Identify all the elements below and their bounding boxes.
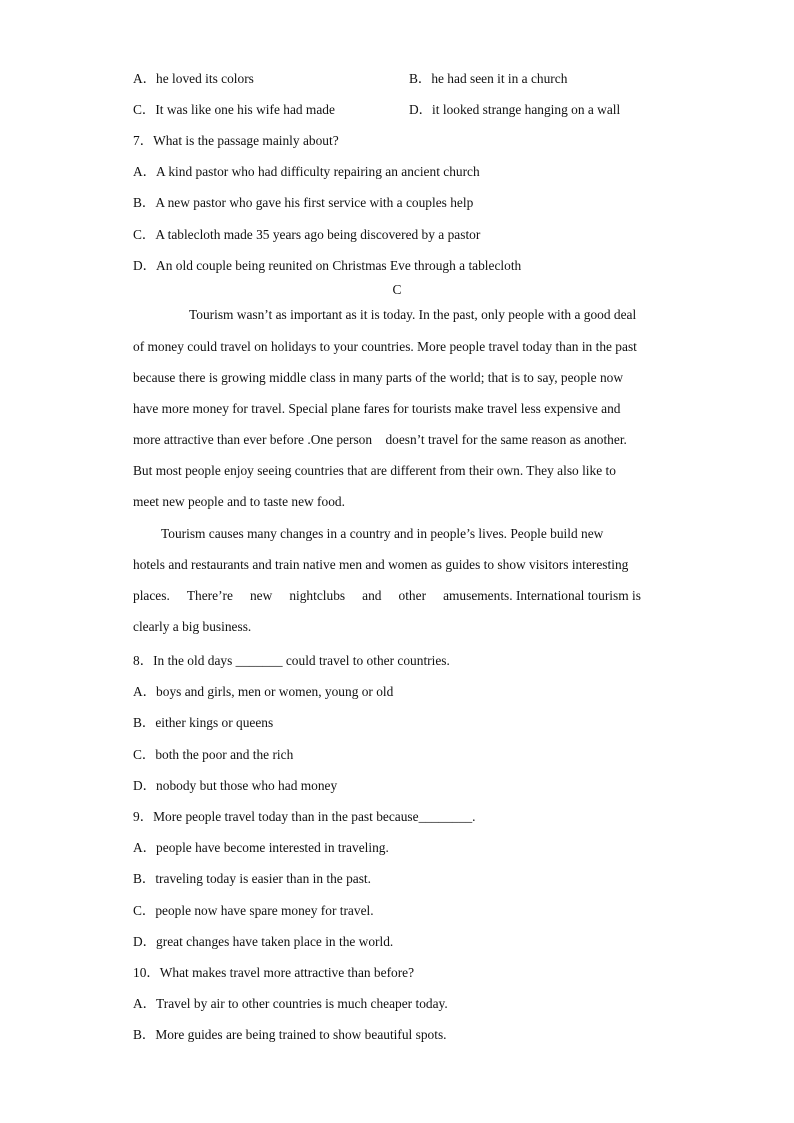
passage-word: and — [362, 588, 382, 603]
q10-option-b: B．More guides are being trained to show beautiful spots. — [133, 1027, 447, 1042]
passage-word: nightclubs — [289, 588, 346, 603]
q7-option-a: A．A kind pastor who had difficulty repairing an ancient church — [133, 164, 480, 179]
q9-option-b: B．traveling today is easier than in the past. — [133, 871, 371, 886]
passage-word: amusements. International tourism is — [443, 588, 641, 603]
passage-word: There’re — [186, 588, 233, 603]
passage-line: But most people enjoy seeing countries that are different from their own. They also like to — [133, 463, 616, 478]
q9-question: 9．More people travel today than in the past because________. — [133, 809, 476, 824]
q6-option-c: C．It was like one his wife had made — [133, 102, 335, 117]
passage-line: have more money for travel. Special plane fares for tourists make travel less expensive and — [133, 401, 621, 416]
q8-option-a: A．boys and girls, men or women, young or old — [133, 684, 394, 699]
passage-line-spaced — [133, 588, 641, 604]
passage-line: hotels and restaurants and train native men and women as guides to show visitors interesting — [133, 557, 629, 572]
q9-option-c: C．people now have spare money for travel. — [133, 903, 374, 918]
passage-word: other — [398, 588, 427, 603]
q7-option-b: B．A new pastor who gave his first service with a couples help — [133, 195, 474, 210]
q7-option-c: C．A tablecloth made 35 years ago being discovered by a pastor — [133, 227, 481, 242]
q7-option-d: D．An old couple being reunited on Christmas Eve through a tablecloth — [133, 258, 522, 273]
q6-option-a: A．he loved its colors — [133, 71, 254, 86]
passage-line: clearly a big business. — [133, 619, 252, 634]
passage-word: places. — [133, 588, 170, 603]
passage-line: because there is growing middle class in many parts of the world; that is to say, people now — [133, 370, 624, 385]
passage-word: new — [249, 588, 273, 603]
q8-question: 8．In the old days _______ could travel to other countries. — [133, 653, 450, 668]
q7-question: 7．What is the passage mainly about? — [133, 133, 339, 148]
q9-option-a: A．people have become interested in traveling. — [133, 840, 389, 855]
passage-line: meet new people and to taste new food. — [133, 494, 345, 509]
q6-option-d: D．it looked strange hanging on a wall — [409, 102, 621, 117]
q10-question: 10．What makes travel more attractive than before? — [133, 965, 415, 980]
passage-line: of money could travel on holidays to your countries. More people travel today than in the past — [133, 339, 637, 354]
passage-line: Tourism causes many changes in a country and in people’s lives. People build new — [161, 526, 604, 541]
passage-line: Tourism wasn’t as important as it is today. In the past, only people with a good deal — [189, 307, 637, 322]
q9-option-d: D．great changes have taken place in the world. — [133, 934, 394, 949]
q10-option-a: A．Travel by air to other countries is much cheaper today. — [133, 996, 448, 1011]
section-heading: C — [392, 282, 402, 297]
q6-option-b: B．he had seen it in a church — [409, 71, 568, 86]
q8-option-b: B．either kings or queens — [133, 715, 274, 730]
q8-option-c: C．both the poor and the rich — [133, 747, 294, 762]
passage-line: more attractive than ever before .One person doesn’t travel for the same reason as another. — [133, 432, 627, 447]
q8-option-d: D．nobody but those who had money — [133, 778, 338, 793]
